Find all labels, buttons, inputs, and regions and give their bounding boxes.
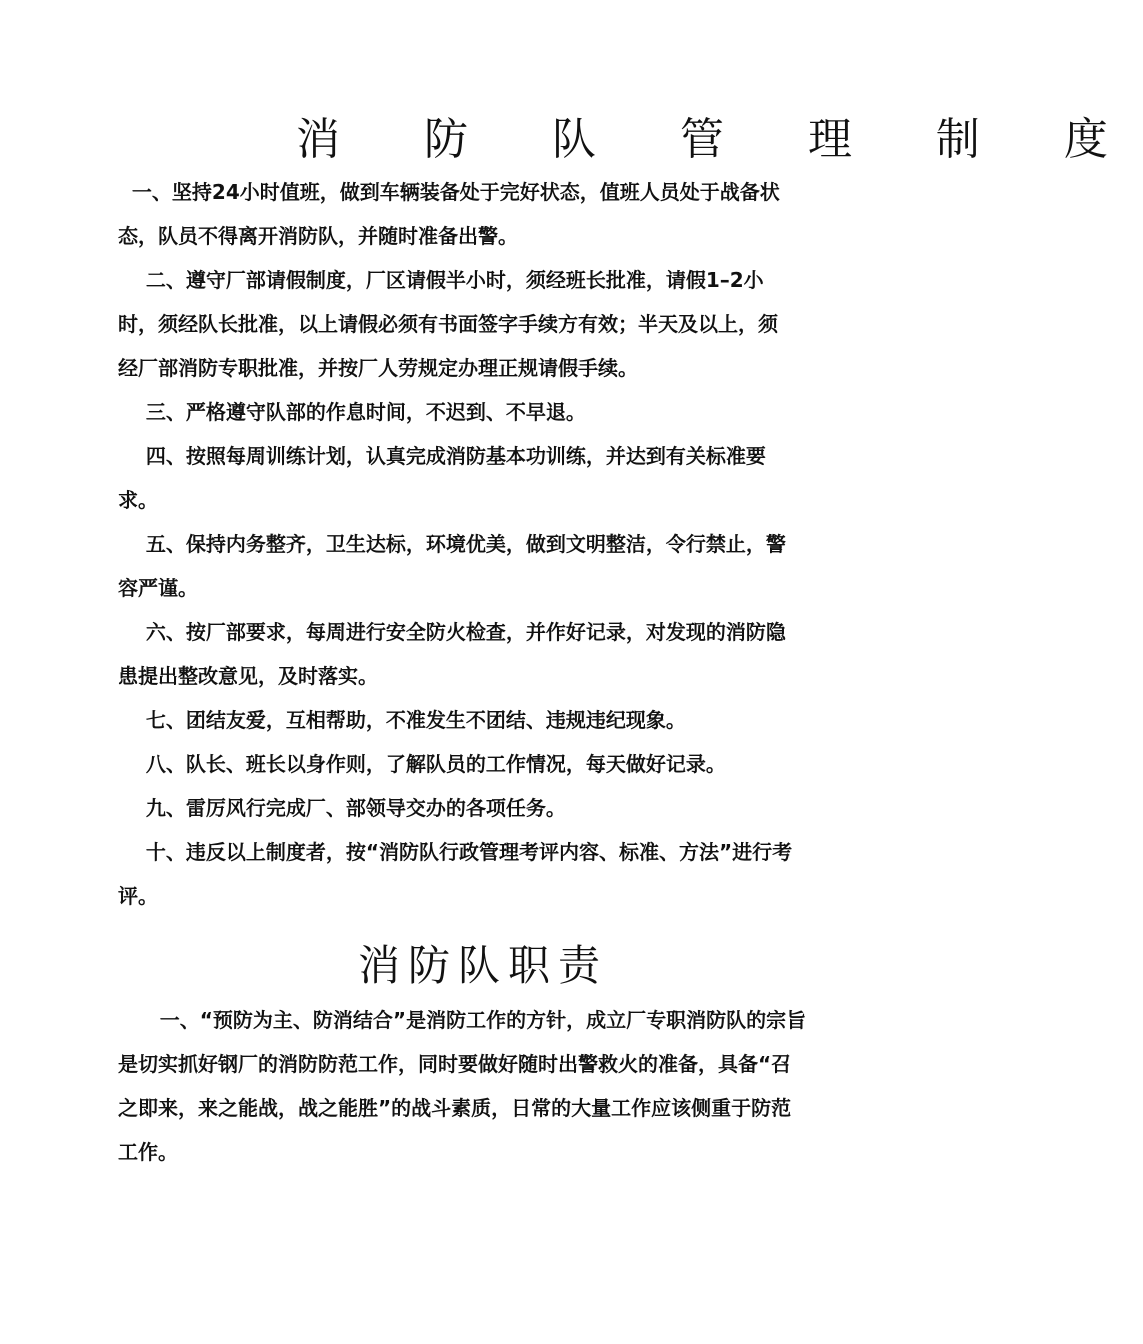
paragraph-line: 三、严格遵守队部的作息时间，不迟到、不早退。 [118,400,586,424]
paragraph-line: 工作。 [118,1140,178,1164]
paragraph-line: 九、雷厉风行完成厂、部领导交办的各项任务。 [118,796,566,820]
rule-paragraph [118,522,820,610]
paragraph-line: 容严谨。 [118,576,198,600]
paragraph-line: 八、队长、班长以身作则，了解队员的工作情况，每天做好记录。 [118,752,726,776]
rule-paragraph [118,390,820,434]
paragraph-line: 一、“预防为主、防消结合”是消防工作的方针，成立厂专职消防队的宗旨 [118,1008,807,1032]
document-title: 消 防 队 管 理 制 度 [296,114,1143,165]
rule-paragraph [118,742,820,786]
paragraph-line: 六、按厂部要求，每周进行安全防火检查，并作好记录，对发现的消防隐 [118,620,786,644]
paragraph-line: 求。 [118,488,158,512]
rule-paragraph [118,434,820,522]
rule-paragraph [118,830,820,918]
paragraph-line: 四、按照每周训练计划，认真完成消防基本功训练，并达到有关标准要 [118,444,766,468]
paragraph-line: 患提出整改意见，及时落实。 [118,664,378,688]
paragraph-line: 十、违反以上制度者，按“消防队行政管理考评内容、标准、方法”进行考 [118,840,793,864]
paragraph-line: 是切实抓好钢厂的消防防范工作，同时要做好随时出警救火的准备，具备“召 [118,1052,792,1076]
paragraph-line: 一、坚持24小时值班，做到车辆装备处于完好状态，值班人员处于战备状 [118,180,780,204]
rule-paragraph [118,170,820,258]
rule-paragraph [118,258,820,390]
rule-paragraph [118,698,820,742]
paragraph-line: 态，队员不得离开消防队，并随时准备出警。 [118,224,518,248]
paragraph-line: 五、保持内务整齐，卫生达标，环境优美，做到文明整洁，令行禁止，警 [118,532,786,556]
paragraph-line: 经厂部消防专职批准，并按厂人劳规定办理正规请假手续。 [118,356,638,380]
paragraph-line: 之即来，来之能战，战之能胜”的战斗素质，日常的大量工作应该侧重于防范 [118,1096,792,1120]
paragraph-line: 时，须经队长批准，以上请假必须有书面签字手续方有效；半天及以上，须 [118,312,778,336]
rule-paragraph [118,610,820,698]
paragraph-line: 二、遵守厂部请假制度，厂区请假半小时，须经班长批准，请假1–2小 [118,268,764,292]
rule-paragraph [118,786,820,830]
paragraph-line: 评。 [118,884,158,908]
duty-paragraph [118,998,820,1174]
paragraph-line: 七、团结友爱，互相帮助，不准发生不团结、违规违纪现象。 [118,708,686,732]
section-title: 消防队职责 [357,941,608,990]
